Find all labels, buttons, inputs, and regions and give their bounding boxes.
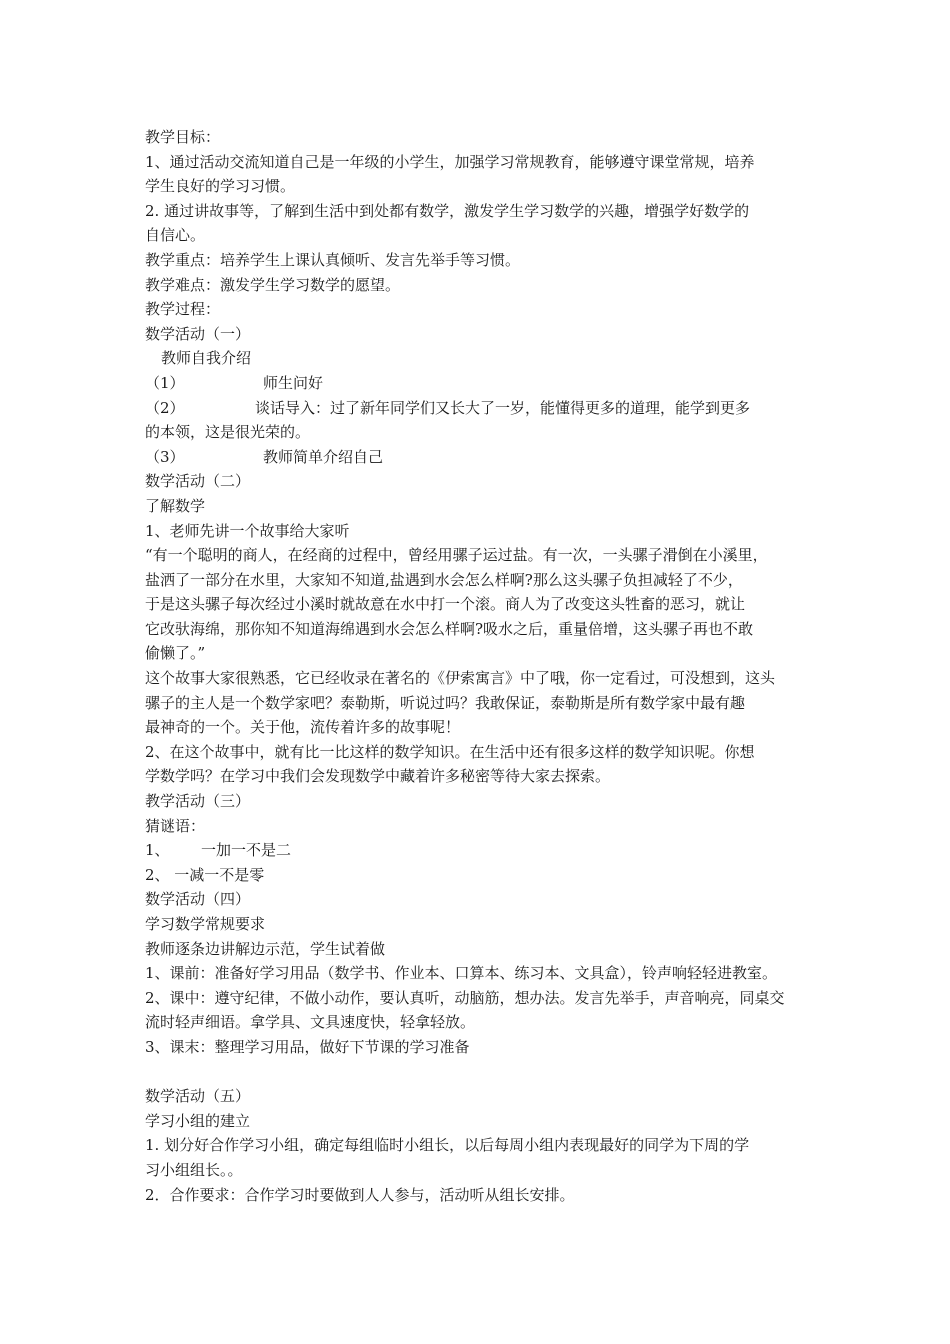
story-comment-3: 最神奇的一个。关于他，流传着许多的故事呢！: [145, 718, 461, 737]
story-line-4: 它改驮海绵，那你知不知道海绵遇到水会怎么样啊?吸水之后，重量倍增，这头骡子再也不敢: [145, 619, 754, 638]
group-rule-1-line-1: 1. 划分好合作学习小组，确定每组临时小组长，以后每周小组内表现最好的同学为下周的学: [145, 1136, 750, 1155]
activity-1-item-2-cont: 的本领，这是很光荣的。: [145, 423, 311, 442]
group-rule-1-line-2: 习小组组长。。: [145, 1160, 243, 1179]
activity-4-title: 学习数学常规要求: [145, 915, 266, 933]
activity-1-heading: 数学活动（一）: [145, 324, 251, 343]
item-text: 一加一不是二: [201, 841, 292, 860]
riddle-2: 2、 一减一不是零: [145, 865, 265, 884]
story-intro: 1、老师先讲一个故事给大家听: [145, 521, 350, 540]
rule-in-class-1: 2、课中：遵守纪律，不做小动作，要认真听，动脑筋，想办法。发言先举手，声音响亮，同桌交: [145, 988, 785, 1007]
story-comment-2: 骡子的主人是一个数学家吧？泰勒斯，听说过吗？我敢保证，泰勒斯是所有数学家中最有趣: [145, 693, 746, 712]
activity-1-item-1: [145, 371, 815, 396]
goal-1-line-2: 学生良好的学习习惯。: [145, 177, 296, 196]
activity-4-method: 教师逐条边讲解边示范，学生试着做: [145, 939, 386, 958]
activity-2-title: 了解数学: [145, 496, 206, 515]
activity-5-title: 学习小组的建立: [145, 1111, 251, 1130]
rule-end-class: 3、课末：整理学习用品，做好下节课的学习准备: [145, 1037, 470, 1056]
activity-1-item-3: [145, 445, 815, 470]
story-point-2: 学数学吗？在学习中我们会发现数学中藏着许多秘密等待大家去探索。: [145, 767, 611, 786]
story-line-3: 于是这头骡子每次经过小溪时就故意在水中打一个滚。商人为了改变这头牲畜的恶习，就让: [145, 595, 746, 614]
item-text: 谈话导入：过了新年同学们又长大了一岁，能懂得更多的道理，能学到更多: [255, 398, 751, 417]
story-line-2: 盐洒了一部分在水里，大家知不知道,盐遇到水会怎么样啊?那么这头骡子负担减轻了不少，: [145, 570, 743, 589]
item-number: （1）: [145, 373, 185, 392]
item-number: 1、: [145, 841, 170, 860]
blank-line: [145, 1060, 815, 1085]
heading-teaching-goals: 教学目标：: [145, 128, 221, 146]
activity-1-item-2: [145, 396, 815, 421]
teaching-difficulty: 教学难点：激发学生学习数学的愿望。: [145, 275, 401, 294]
teaching-focus: 教学重点：培养学生上课认真倾听、发言先举手等习惯。: [145, 250, 521, 269]
story-line-1: “有一个聪明的商人，在经商的过程中，曾经用骡子运过盐。有一次，一头骡子滑倒在小溪里，: [145, 546, 768, 565]
group-rule-2: 2．合作要求：合作学习时要做到人人参与，活动听从组长安排。: [145, 1185, 575, 1204]
riddle-1: [145, 838, 815, 863]
story-comment-1: 这个故事大家很熟悉，它已经收录在著名的《伊索寓言》中了哦，你一定看过，可没想到，这头: [145, 669, 776, 688]
goal-2-line-1: 2. 通过讲故事等，了解到生活中到处都有数学，激发学生学习数学的兴趣，增强学好数学的: [145, 201, 750, 220]
rule-in-class-2: 流时轻声细语。拿学具、文具速度快，轻拿轻放。: [145, 1013, 476, 1032]
goal-2-line-2: 自信心。: [145, 226, 206, 245]
document-body: [145, 125, 815, 1207]
heading-teaching-process: 教学过程：: [145, 300, 221, 319]
goal-1-line-1: 1、通过活动交流知道自己是一年级的小学生，加强学习常规教育，能够遵守课堂常规，培养: [145, 152, 755, 171]
activity-5-heading: 数学活动（五）: [145, 1087, 251, 1106]
activity-3-heading: 教学活动（三）: [145, 792, 251, 811]
item-number: （2）: [145, 398, 185, 417]
rule-before-class: 1、课前：准备好学习用品（数学书、作业本、口算本、练习本、文具盒），铃声响轻轻进教室。: [145, 964, 778, 983]
activity-1-title: 教师自我介绍: [161, 349, 252, 368]
riddles-title: 猜谜语：: [145, 816, 206, 835]
item-number: （3）: [145, 447, 185, 466]
item-text: 师生问好: [263, 373, 324, 392]
activity-4-heading: 数学活动（四）: [145, 890, 251, 909]
item-text: 教师简单介绍自己: [263, 447, 384, 466]
story-point-1: 2、在这个故事中，就有比一比这样的数学知识。在生活中还有很多这样的数学知识呢。你想: [145, 742, 755, 761]
story-line-5: 偷懒了。”: [145, 644, 206, 663]
activity-2-heading: 数学活动（二）: [145, 472, 251, 491]
